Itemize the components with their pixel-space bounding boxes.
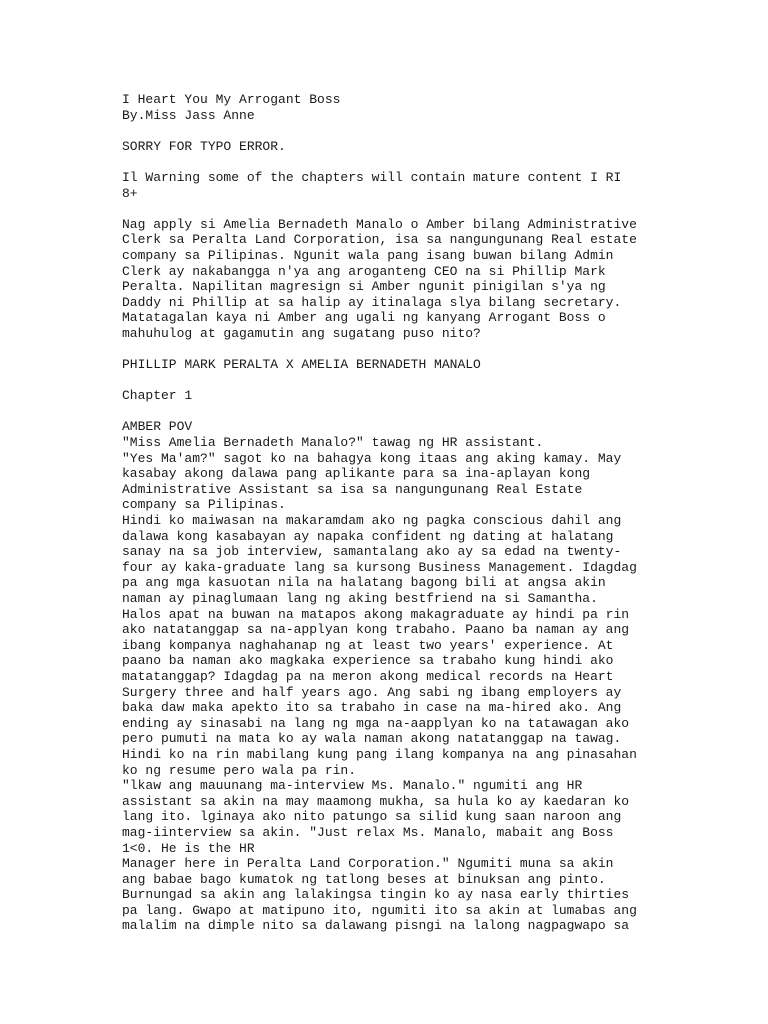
text-line: sanay na sa job interview, samantalang ako ay sa edad na twenty- bbox=[122, 544, 622, 560]
text-line bbox=[122, 373, 642, 389]
text-line: ko ng resume pero wala pa rin. bbox=[122, 762, 357, 778]
text-line: ending ay sinasabi na lang ng mga na-aapplyan ko na tatawagan ako bbox=[122, 715, 630, 731]
text-line: Halos apat na buwan na matapos akong makagraduate ay hindi pa rin bbox=[122, 606, 630, 622]
text-line: Surgery three and half years ago. Ang sabi ng ibang employers ay bbox=[122, 684, 622, 700]
text-line: Hindi ko maiwasan na makaramdam ako ng pagka conscious dahil ang bbox=[122, 513, 622, 529]
text-line: SORRY FOR TYPO ERROR. bbox=[122, 138, 286, 154]
text-line: ako natatanggap sa na-applyan kong trabaho. Paano ba naman ay ang bbox=[122, 622, 630, 638]
text-line: "Miss Amelia Bernadeth Manalo?" tawag ng HR assistant. bbox=[122, 435, 544, 451]
document-page bbox=[122, 92, 642, 934]
text-line bbox=[122, 404, 642, 420]
text-line bbox=[122, 342, 642, 358]
text-line: AMBER POV bbox=[122, 419, 193, 435]
text-line bbox=[122, 154, 642, 170]
text-line: Manager here in Peralta Land Corporation." Ngumiti muna sa akin bbox=[122, 856, 614, 872]
text-line: malalim na dimple nito sa dalawang pisngi na lalong nagpagwapo sa bbox=[122, 918, 630, 934]
text-line: assistant sa akin na may maamong mukha, sa hula ko ay kaedaran ko bbox=[122, 793, 630, 809]
text-line: naman ay pinaglumaan lang ng aking bestfriend na si Samantha. bbox=[122, 591, 598, 606]
text-line: Il Warning some of the chapters will contain mature content I RI bbox=[122, 169, 622, 185]
text-line: Administrative Assistant sa isa sa nangungunang Real Estate bbox=[122, 481, 583, 497]
text-line: company sa Pilipinas. bbox=[122, 497, 286, 513]
text-line: By.Miss Jass Anne bbox=[122, 107, 255, 123]
text-line: mahuhulog at gagamutin ang sugatang puso nito? bbox=[122, 325, 481, 341]
text-line: Clerk sa Peralta Land Corporation, isa sa nangungunang Real estate bbox=[122, 232, 637, 248]
text-line bbox=[122, 123, 642, 139]
text-line: 8+ bbox=[122, 185, 138, 201]
text-line: Clerk ay nakabangga n'ya ang aroganteng CEO na si Phillip Mark bbox=[122, 263, 606, 279]
text-line: pa lang. Gwapo at matipuno ito, ngumiti ito sa akin at lumabas ang bbox=[122, 902, 637, 918]
text-line: kasabay akong dalawa pang aplikante para sa ina-aplayan kong bbox=[122, 466, 591, 482]
text-line: ang babae bago kumatok ng tatlong beses at binuksan ang pinto. bbox=[122, 871, 606, 887]
text-line: mag-iinterview sa akin. "Just relax Ms. Manalo, mabait ang Boss bbox=[122, 824, 614, 840]
text-line: Chapter 1 bbox=[122, 388, 193, 404]
text-line: Hindi ko na rin mabilang kung pang ilang kompanya na ang pinasahan bbox=[122, 746, 637, 762]
text-line: Daddy ni Phillip at sa halip ay itinalaga slya bilang secretary. bbox=[122, 294, 622, 310]
text-line: Burnungad sa akin ang lalakingsa tingin ko ay nasa early thirties bbox=[122, 887, 630, 903]
text-line: I Heart You My Arrogant Boss bbox=[122, 92, 341, 107]
text-line: company sa Pilipinas. Ngunit wala pang isang buwan bilang Admin bbox=[122, 247, 614, 263]
text-line: pero pumuti na mata ko ay wala naman akong natatanggap na tawag. bbox=[122, 731, 622, 747]
text-line: "Yes Ma'am?" sagot ko na bahagya kong itaas ang aking kamay. May bbox=[122, 450, 622, 466]
text-line: lang ito. lginaya ako nito patungo sa silid kung saan naroon ang bbox=[122, 809, 622, 825]
text-line: paano ba naman ako magkaka experience sa trabaho kung hindi ako bbox=[122, 653, 614, 669]
text-line: "lkaw ang mauunang ma-interview Ms. Manalo." ngumiti ang HR bbox=[122, 778, 583, 794]
text-line: Matatagalan kaya ni Amber ang ugali ng kanyang Arrogant Boss o bbox=[122, 310, 606, 326]
text-line: Peralta. Napilitan magresign si Amber ngunit pinigilan s'ya ng bbox=[122, 279, 606, 295]
text-line: four ay kaka-graduate lang sa kursong Business Management. Idagdag bbox=[122, 559, 637, 575]
text-line: ibang kompanya naghahanap ng at least two years' experience. At bbox=[122, 637, 614, 653]
text-line: Nag apply si Amelia Bernadeth Manalo o Amber bilang Administrative bbox=[122, 216, 637, 232]
text-line bbox=[122, 201, 642, 217]
text-line: baka daw maka apekto ito sa trabaho in case na ma-hired ako. Ang bbox=[122, 700, 622, 716]
text-line: PHILLIP MARK PERALTA X AMELIA BERNADETH MANALO bbox=[122, 357, 481, 373]
text-line: dalawa kong kasabayan ay napaka confident ng dating at halatang bbox=[122, 528, 614, 544]
text-line: matatanggap? Idagdag pa na meron akong medical records na Heart bbox=[122, 668, 614, 684]
text-line: pa ang mga kasuotan nila na halatang bagong bili at angsa akin bbox=[122, 575, 606, 591]
text-line: 1<0. He is the HR bbox=[122, 840, 255, 856]
